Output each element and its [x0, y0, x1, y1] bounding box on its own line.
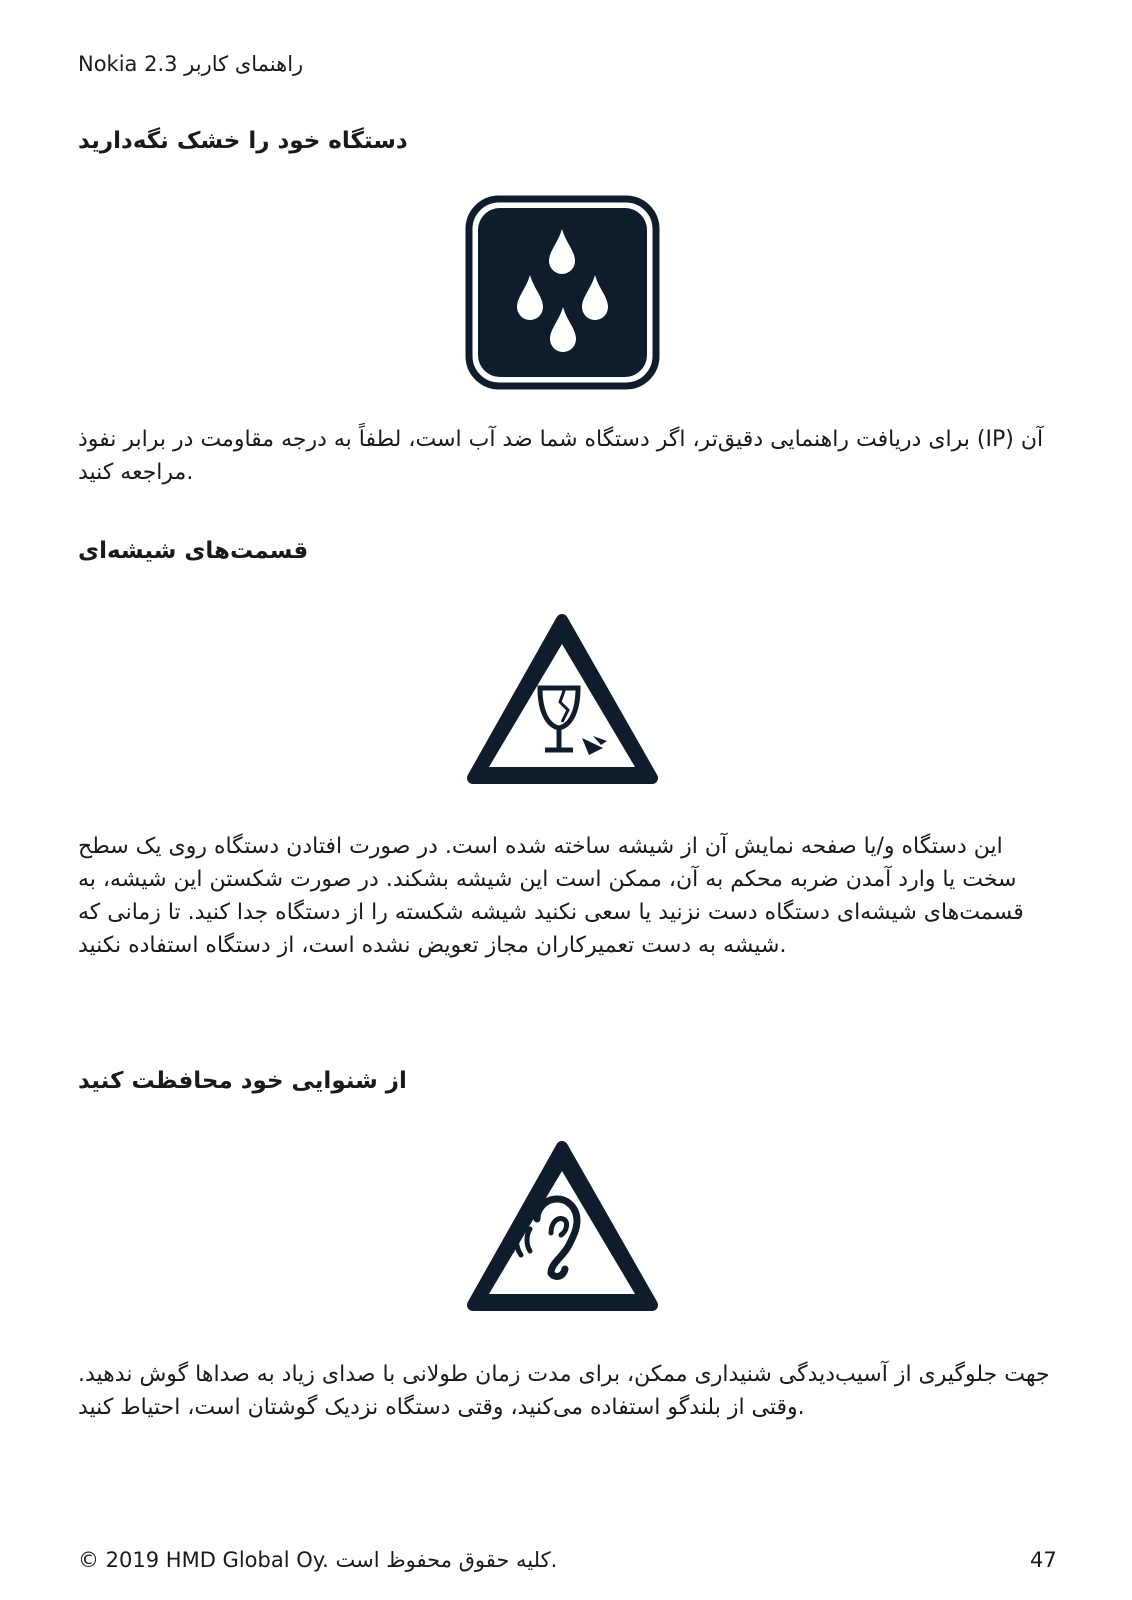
- paragraph-glass-parts: این دستگاه و/یا صفحه نمایش آن از شیشه ساخته شده است. در صورت افتادن دستگاه روی یک سطح سخت یا وارد آمدن ضربه محکم به آن، ممکن است این شیشه بشکند. در صورت شکستن این شیشه، به قسمت‌های شیشه‌ای دستگاه دست نزنید یا سعی نکنید شیشه شکسته را از دستگاه جدا کنید. تا زمانی که شیشه به دست تعمیرکاران مجاز تعویض نشده است، از دستگاه استفاده نکنید.: [78, 834, 1024, 958]
- broken-glass-warning-icon: [465, 610, 660, 805]
- section-heading-keep-dry: دستگاه خود را خشک نگه‌دارید: [78, 128, 408, 154]
- section-heading-protect-hearing: از شنوایی خود محافظت کنید: [78, 1068, 407, 1094]
- hearing-warning-icon: [465, 1137, 660, 1332]
- footer-copyright: © 2019 HMD Global Oy. کلیه حقوق محفوظ است.: [78, 1548, 558, 1572]
- page-number: 47: [1030, 1548, 1057, 1572]
- document-header: Nokia 2.3 راهنمای کاربر: [78, 52, 304, 76]
- paragraph-water-resistance: برای دریافت راهنمایی دقیق‌تر، اگر دستگاه شما ضد آب است، لطفاً به درجه مقاومت در برابر نفوذ (IP) آن مراجعه کنید.: [78, 427, 1044, 485]
- section-heading-glass-parts: قسمت‌های شیشه‌ای: [78, 538, 309, 564]
- paragraph-hearing-protection: جهت جلوگیری از آسیب‌دیدگی شنیداری ممکن، برای مدت زمان طولانی با صدای زیاد به صداها گوش ندهید. وقتی از بلندگو استفاده می‌کنید، وقتی دستگاه نزدیک گوشتان است، احتیاط کنید.: [78, 1362, 1050, 1420]
- water-drops-icon: [465, 195, 660, 390]
